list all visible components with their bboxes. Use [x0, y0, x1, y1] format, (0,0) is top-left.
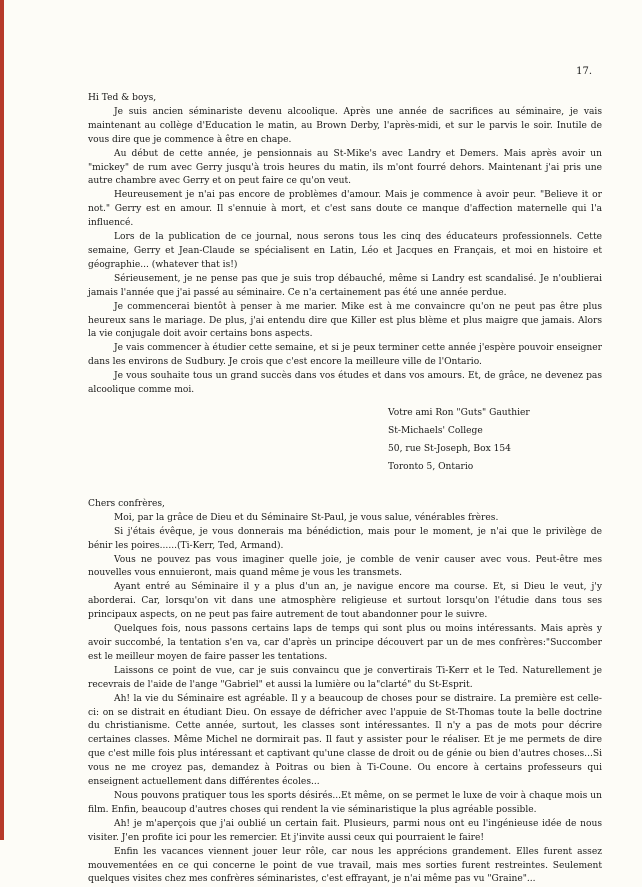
signature-line: St-Michaels' College: [388, 425, 483, 436]
paragraph: Je suis ancien séminariste devenu alcoolique. Après une année de sacrifices au séminaire, je vais maintenant au collège d'Education le matin, au Brown Derby, l'après-midi, et sur le parvis le soir. Inutile de vous dire que je commence à être en chape.: [88, 106, 602, 145]
letter-ron-gauthier: [88, 92, 602, 476]
signature-line: Votre ami Ron "Guts" Gauthier: [388, 407, 530, 418]
paragraph: Heureusement je n'ai pas encore de problèmes d'amour. Mais je commence à avoir peur. "Believe it or not." Gerry est en amour. Il s'ennuie à mort, et c'est sans doute ce manque d'affection maternelle qui l'a influencé.: [88, 190, 602, 229]
paragraph: Si j'étais évêque, je vous donnerais ma bénédiction, mais pour le moment, je n'ai que le privilège de bénir les poires......(Ti-Kerr, Ted, Armand).: [88, 526, 602, 551]
salutation: Chers confrères,: [88, 498, 165, 509]
paragraph: Enfin les vacances viennent jouer leur rôle, car nous les apprécions grandement. Elles furent assez mouvementées en ce qui concerne le point de vue travail, mais mes sorties furent restreintes. Seulement quelques visites chez mes confrères séminaristes, c'est effrayant, je n'ai même pas vu "Graine"...: [88, 846, 602, 885]
document-body: [88, 92, 602, 887]
signature-line: 50, rue St-Joseph, Box 154: [388, 443, 511, 454]
paragraph: Nous pouvons pratiquer tous les sports désirés...Et même, on se permet le luxe de voir à chaque mois un film. Enfin, beaucoup d'autres choses qui rendent la vie séminaristique la plus agréable possible.: [88, 790, 602, 815]
page-edge: [0, 0, 4, 840]
letter-chers-confreres: [88, 498, 602, 887]
paragraph: Ayant entré au Séminaire il y a plus d'un an, je navigue encore ma course. Et, si Dieu le veut, j'y aborderai. Car, lorsqu'on vit dans une atmosphère religieuse et surtout lorsqu'on l'étudie dans tous ses principaux aspects, on ne peut pas faire autrement de tout abandonner pour le suivre.: [88, 582, 602, 621]
paragraph: Laissons ce point de vue, car je suis convaincu que je convertirais Ti-Kerr et le Ted. Naturellement je recevrais de l'aide de l'ange "Gabriel" et aussi la lumière ou la"clarté" du St-Esprit.: [88, 665, 602, 690]
paragraph: Je vais commencer à étudier cette semaine, et si je peux terminer cette année j'espère pouvoir enseigner dans les environs de Sudbury. Je crois que c'est encore la meilleure ville de l'Ontario.: [88, 343, 602, 368]
paragraph: Je vous souhaite tous un grand succès dans vos études et dans vos amours. Et, de grâce, ne devenez pas alcoolique comme moi.: [88, 371, 602, 396]
paragraph: Ah! la vie du Séminaire est agréable. Il y a beaucoup de choses pour se distraire. La première est celle-ci: on se distrait en étudiant Dieu. On essaye de défricher avec l'appuie de St-Thomas toute la belle doctrine du christianisme. Cette année, surtout, les classes sont intéressantes. Il n'y a pas de mots pour décrire certaines classes. Même Michel ne dormirait pas. Il faut y assister pour le réaliser. Et je me permets de dire que c'est mille fois plus intéressant et captivant qu'une classe de droit ou de génie ou bien d'autres choses...Si vous ne me croyez pas, demandez à Poitras ou bien à Ti-Coune. Ou encore à certains professeurs qui enseignent actuellement dans différentes écoles...: [88, 693, 602, 788]
paragraph: Sérieusement, je ne pense pas que je suis trop débauché, même si Landry est scandalisé. Je n'oublierai jamais l'année que j'ai passé au séminaire. Ce n'a certainement pas été une année perdue.: [88, 273, 602, 298]
paragraph: Ah! je m'aperçois que j'ai oublié un certain fait. Plusieurs, parmi nous ont eu l'ingénieuse idée de nous visiter. J'en profite ici pour les remercier. Et j'invite aussi ceux qui pourraient le faire!: [88, 818, 602, 843]
salutation: Hi Ted & boys,: [88, 93, 157, 103]
paragraph: Lors de la publication de ce journal, nous serons tous les cinq des éducateurs professionnels. Cette semaine, Gerry et Jean-Claude se spécialisent en Latin, Léo et Jacques en Français, et moi en histoire et géographie... (whatever that is!): [88, 232, 602, 270]
page-number: 17.: [576, 66, 592, 77]
signature-block: [388, 404, 602, 476]
paragraph: Vous ne pouvez pas vous imaginer quelle joie, je comble de venir causer avec vous. Peut-être mes nouvelles vous ennuieront, mais quand même je vous les transmets.: [88, 554, 602, 579]
paragraph: Quelques fois, nous passons certains laps de temps qui sont plus ou moins intéressants. Mais après y avoir succombé, la tentation s'en va, car d'après un principe découvert par un de mes confrères:"Succomber est le meilleur moyen de faire passer les tentations.: [88, 624, 602, 662]
paragraph: Au début de cette année, je pensionnais au St-Mike's avec Landry et Demers. Mais après avoir un "mickey" de rum avec Gerry jusqu'à trois heures du matin, ils m'ont fourré dehors. Maintenant j'ai pris une autre chambre avec Gerry et on peut faire ce qu'on veut.: [88, 148, 602, 187]
signature-line: Toronto 5, Ontario: [388, 461, 474, 472]
paragraph: Je commencerai bientôt à penser à me marier. Mike est à me convaincre qu'on ne peut pas être plus heureux sans le mariage. De plus, j'ai entendu dire que Killer est plus blème et plus maigre que jamais. Alors la vie conjugale doit avoir certains bons aspects.: [88, 301, 602, 340]
paragraph: Moi, par la grâce de Dieu et du Séminaire St-Paul, je vous salue, vénérables frères.: [114, 512, 499, 523]
